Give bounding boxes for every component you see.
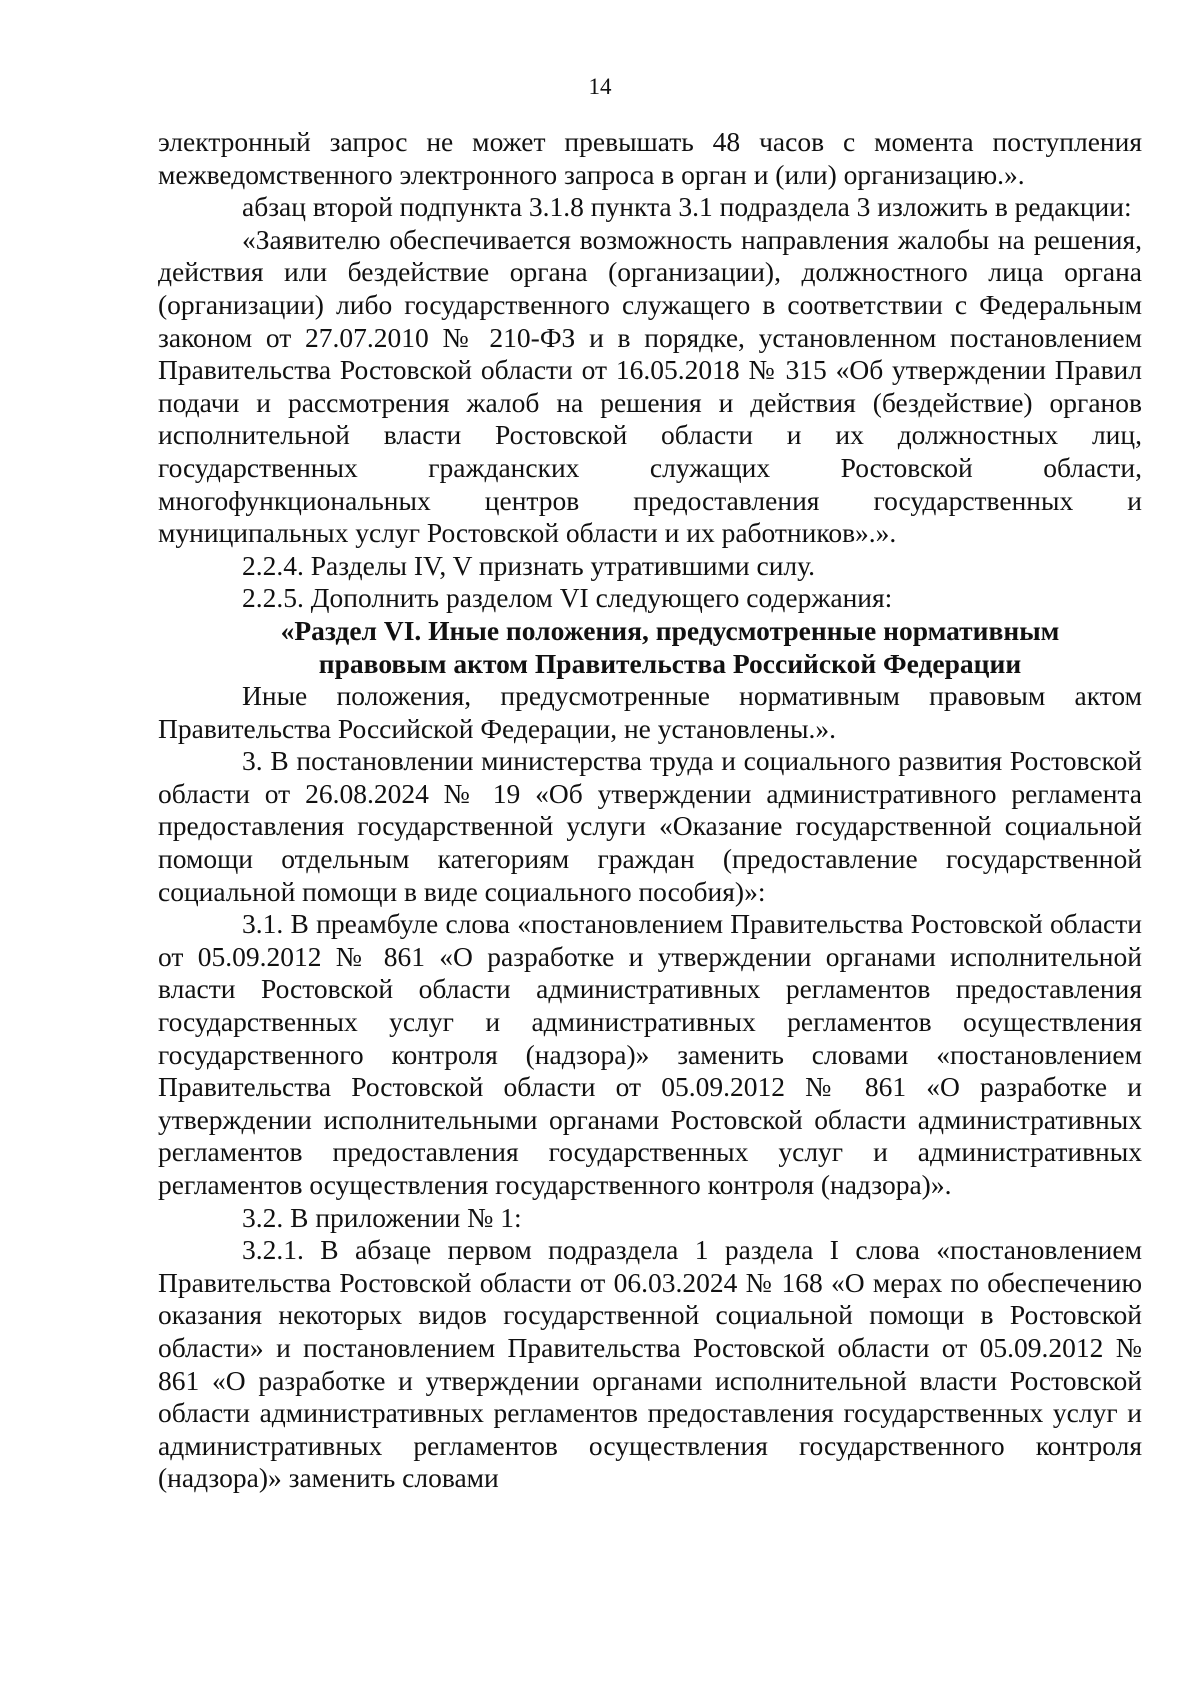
paragraph-3-2-1: 3.2.1. В абзаце первом подраздела 1 раздела I слова «постановлением Правительства Ростовской области от 06.03.2024 № 168 «О мерах по обеспечению оказания некоторых видов государственной социальной помощи в Ростовской области» и постановлением Правительства Ростовской области от 05.09.2012 № 861 «О разработке и утверждении органами исполнительной власти Ростовской области административных регламентов предоставления государственных услуг и административных регламентов осуществления государственного контроля (надзора)» заменить словами: [158, 1234, 1142, 1494]
paragraph-continuation: электронный запрос не может превышать 48 часов с момента поступления межведомственного электронного запроса в орган и (или) организацию.».: [158, 126, 1142, 190]
paragraph-3-2: 3.2. В приложении № 1:: [242, 1201, 522, 1233]
section-heading-line-2: правовым актом Правительства Российской Федерации: [318, 647, 1022, 679]
section-heading-line-1: «Раздел VI. Иные положения, предусмотренные нормативным: [280, 614, 1060, 646]
document-body: [158, 126, 1142, 1495]
paragraph-3-1: 3.1. В преамбуле слова «постановлением Правительства Ростовской области от 05.09.2012 № 861 «О разработке и утверждении органами исполнительной власти Ростовской области административных регламентов предоставления государственных услуг и административных регламентов осуществления государственного контроля (надзора)» заменить словами «постановлением Правительства Ростовской области от 05.09.2012 № 861 «О разработке и утверждении исполнительными органами Ростовской области административных регламентов предоставления государственных услуг и административных регламентов осуществления государственного контроля (надзора)».: [158, 908, 1142, 1200]
paragraph-complaint-right: «Заявителю обеспечивается возможность направления жалобы на решения, действия или бездействие органа (организации), должностного лица органа (организации) либо государственного служащего в соответствии с Федеральным законом от 27.07.2010 № 210-ФЗ и в порядке, установленном постановлением Правительства Ростовской области от 16.05.2018 № 315 «Об утверждении Правил подачи и рассмотрения жалоб на решения и действия (бездействие) органов исполнительной власти Ростовской области и их должностных лиц, государственных гражданских служащих Ростовской области, многофункциональных центров предоставления государственных и муниципальных услуг Ростовской области и их работников».».: [158, 223, 1142, 549]
paragraph-2-2-4: 2.2.4. Разделы IV, V признать утратившими силу.: [242, 549, 816, 581]
page-number: 14: [588, 74, 612, 99]
paragraph-amendment-instruction: абзац второй подпункта 3.1.8 пункта 3.1 подраздела 3 изложить в редакции:: [242, 191, 1132, 223]
paragraph-other-provisions: Иные положения, предусмотренные нормативным правовым актом Правительства Российской Федерации, не установлены.».: [158, 680, 1142, 744]
section-heading: [158, 615, 1142, 680]
paragraph-2-2-5: 2.2.5. Дополнить разделом VI следующего содержания:: [242, 582, 893, 614]
paragraph-3: 3. В постановлении министерства труда и социального развития Ростовской области от 26.08.2024 № 19 «Об утверждении административного регламента предоставления государственной услуги «Оказание государственной социальной помощи отдельным категориям граждан (предоставление государственной социальной помощи в виде социального пособия)»:: [158, 745, 1142, 907]
